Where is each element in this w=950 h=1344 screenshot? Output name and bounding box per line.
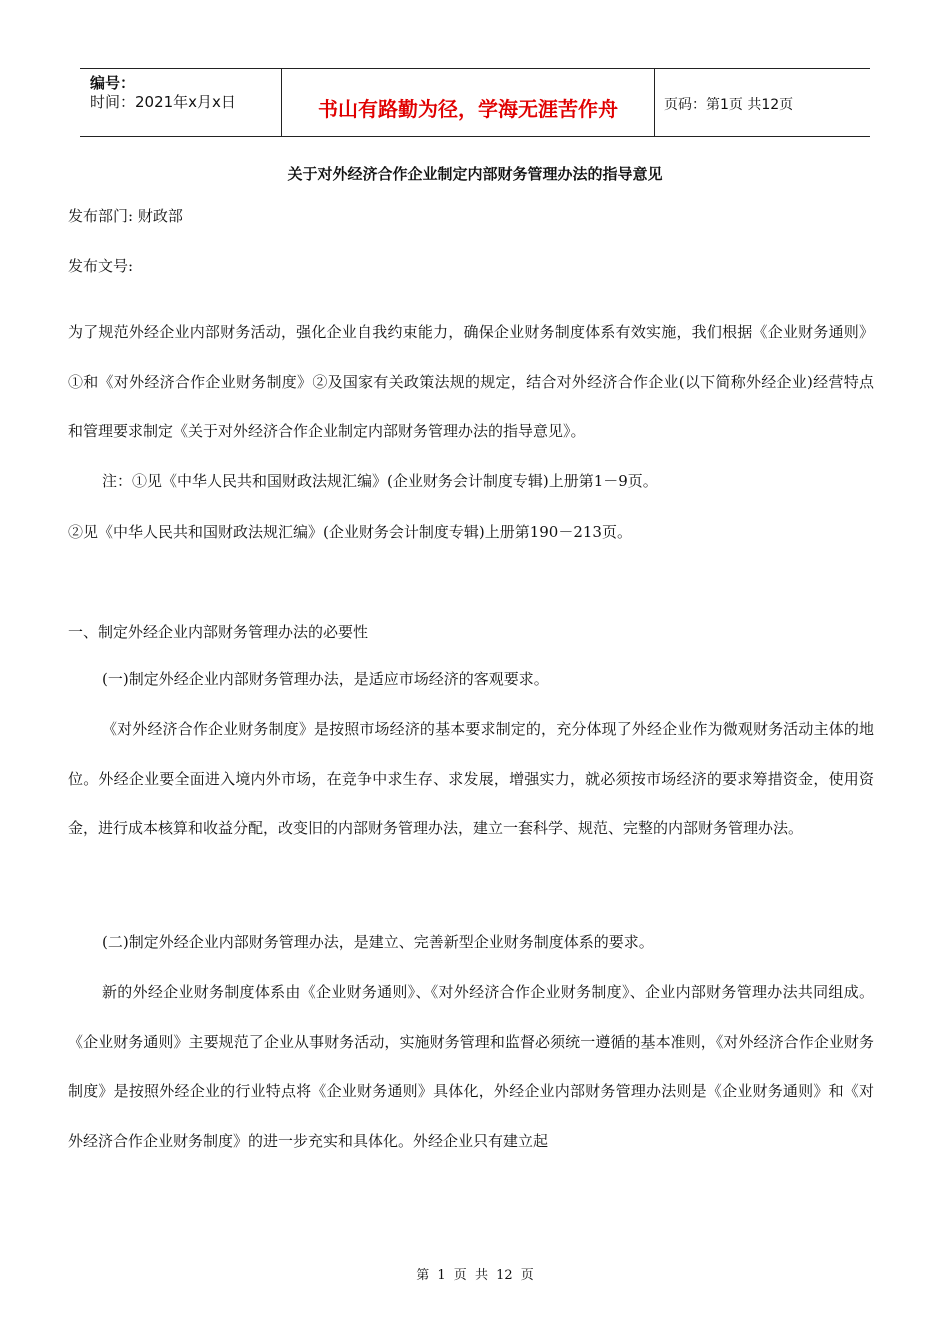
footer-word-gong: 共 [474, 1268, 488, 1283]
header-page-info: 页码：第1页 共12页 [664, 97, 794, 113]
header-right-cell [654, 69, 870, 136]
footer-total-pages: 12 [496, 1268, 513, 1283]
subsection-1-body: 《对外经济合作企业财务制度》是按照市场经济的基本要求制定的，充分体现了外经企业作为微观财务活动主体的地位。外经企业要全面进入境内外市场，在竞争中求生存、求发展，增强实力，就必须按市场经济的要求筹措资金，使用资金，进行成本核算和收益分配，改变旧的内部财务管理办法，建立一套科学、规范、完整的内部财务管理办法。 [68, 720, 874, 837]
footer-word-di: 第 [416, 1268, 430, 1283]
section-1-heading: 一、制定外经企业内部财务管理办法的必要性 [68, 623, 369, 641]
header-slogan: 书山有路勤为径，学海无涯苦作舟 [318, 97, 618, 121]
footnote-1: 注：①见《中华人民共和国财政法规汇编》(企业财务会计制度专辑)上册第1－9页。 [102, 472, 658, 490]
document-number: 发布文号: [68, 257, 134, 275]
subsection-2-body: 新的外经企业财务制度体系由《企业财务通则》、《对外经济合作企业财务制度》、企业内部财务管理办法共同组成。《企业财务通则》主要规范了企业从事财务活动，实施财务管理和监督必须统一遵循的基本准则，《对外经济合作企业财务制度》是按照外经企业的行业特点将《企业财务通则》具体化，外经企业内部财务管理办法则是《企业财务通则》和《对外经济合作企业财务制度》的进一步充实和具体化。外经企业只有建立起 [68, 983, 874, 1150]
footnote-2: ②见《中华人民共和国财政法规汇编》(企业财务会计制度专辑)上册第190－213页。 [68, 523, 632, 541]
footer-word-ye: 页 [453, 1268, 467, 1283]
header-middle-cell [281, 69, 655, 136]
header-left-cell [80, 69, 281, 136]
intro-paragraph: 为了规范外经企业内部财务活动，强化企业自我约束能力，确保企业财务制度体系有效实施，我们根据《企业财务通则》①和《对外经济合作企业财务制度》②及国家有关政策法规的规定，结合对外经济合作企业(以下简称外经企业)经营特点和管理要求制定《关于对外经济合作企业制定内部财务管理办法的指导意见》。 [68, 323, 874, 440]
subsection-1-heading: (一)制定外经企业内部财务管理办法，是适应市场经济的客观要求。 [102, 670, 549, 688]
document-title: 关于对外经济合作企业制定内部财务管理办法的指导意见 [287, 165, 663, 183]
footer-word-ye-2: 页 [520, 1268, 534, 1283]
issuing-department: 发布部门: 财政部 [68, 207, 183, 225]
document-number-label: 编号： [90, 74, 136, 92]
document-time-label: 时间：2021年x月x日 [90, 93, 236, 111]
subsection-2-heading: (二)制定外经企业内部财务管理办法，是建立、完善新型企业财务制度体系的要求。 [102, 933, 654, 951]
document-header [80, 68, 870, 137]
page-footer [0, 1264, 950, 1283]
footer-current-page: 1 [437, 1268, 446, 1283]
